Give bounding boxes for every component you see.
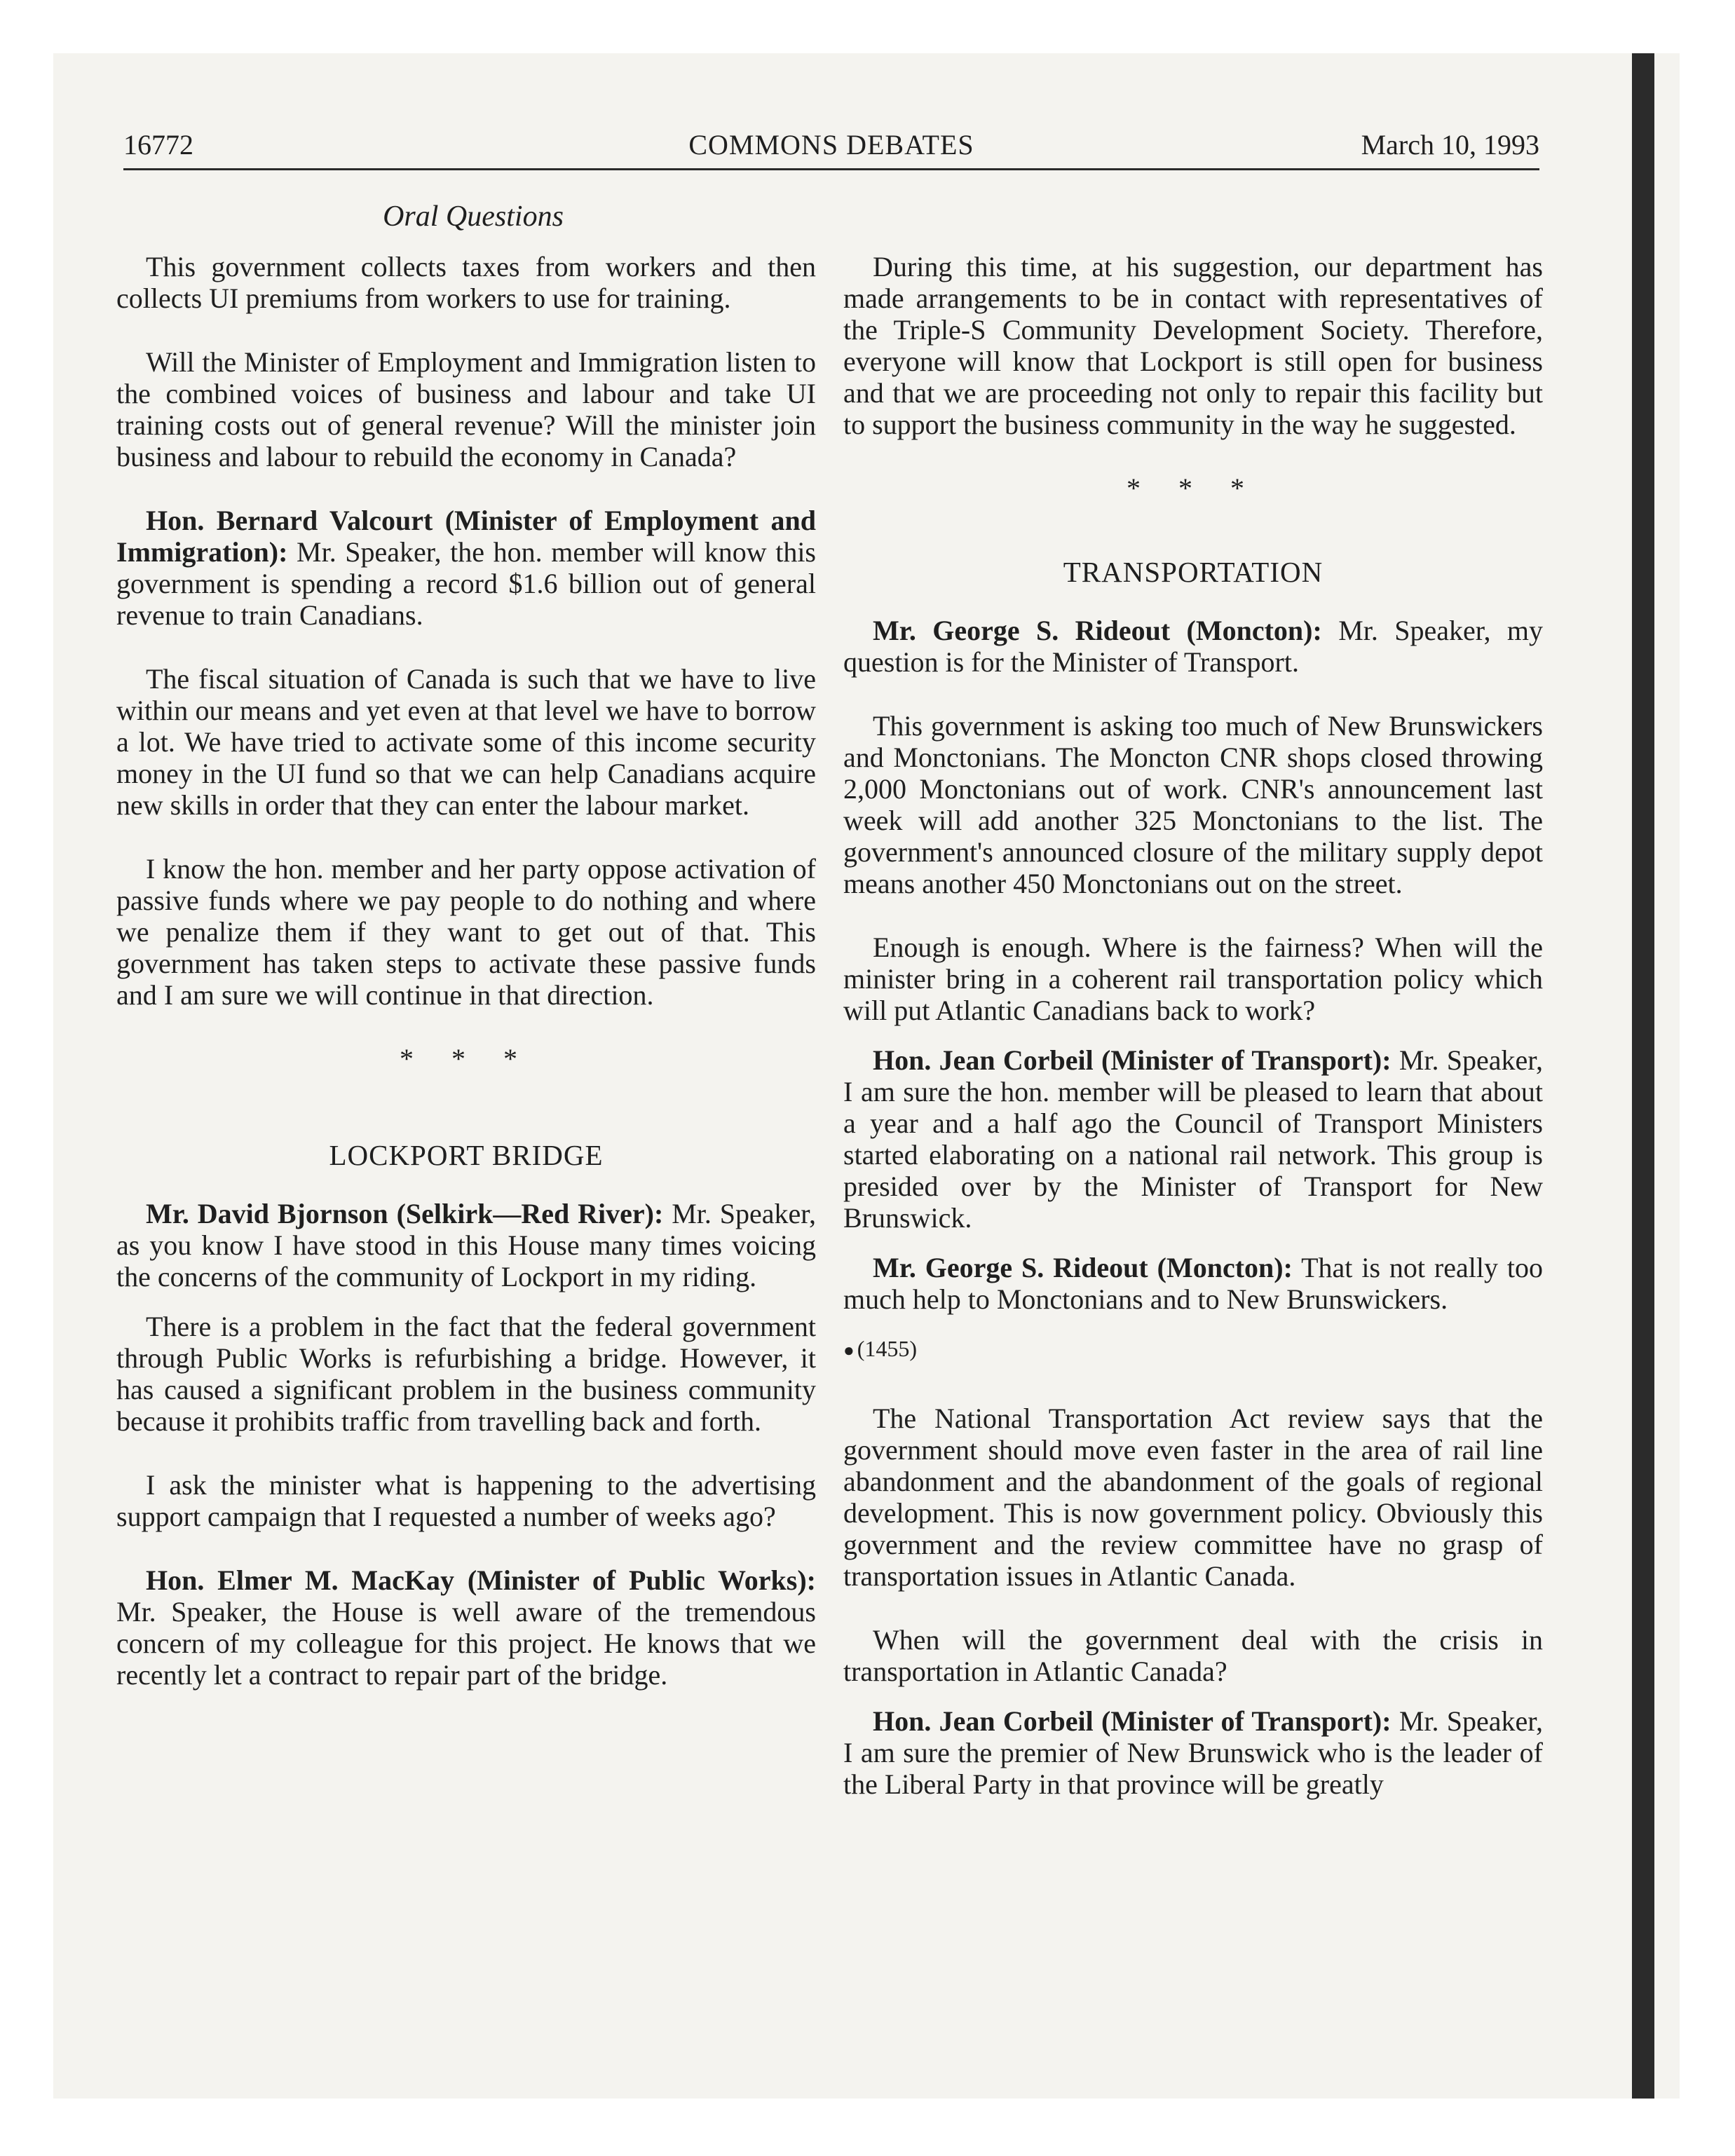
- right-column: [843, 251, 1543, 1832]
- page-header: [123, 126, 1539, 170]
- time-marker-text: (1455): [857, 1336, 918, 1361]
- page-number: 16772: [123, 129, 193, 161]
- section-label: Oral Questions: [383, 200, 564, 233]
- speech-text: Mr. Speaker, as you know I have stood in this House many times voicing the concerns of the community of Lockport in my riding.: [116, 1198, 816, 1292]
- section-separator: * * *: [1127, 472, 1260, 504]
- speaker-name: Mr. George S. Rideout (Moncton):: [873, 615, 1322, 646]
- paragraph: I ask the minister what is happening to the advertising support campaign that I requested a number of weeks ago?: [116, 1469, 816, 1532]
- speaker-name: Hon. Jean Corbeil (Minister of Transport):: [873, 1705, 1392, 1737]
- scan-edge-shadow: [1632, 53, 1654, 2099]
- section-heading: LOCKPORT BRIDGE: [329, 1139, 604, 1171]
- time-marker: [843, 1333, 1543, 1366]
- paragraph: Will the Minister of Employment and Immigration listen to the combined voices of business and labour and take UI training costs out of general revenue? Will the minister join business and labour to rebuild the economy in Canada?: [116, 346, 816, 472]
- bullet-icon: ●: [843, 1340, 855, 1360]
- publication-title: COMMONS DEBATES: [688, 129, 974, 161]
- speech-paragraph: [843, 1252, 1543, 1315]
- publication-date: March 10, 1993: [1361, 129, 1539, 161]
- paragraph: The fiscal situation of Canada is such that we have to live within our means and yet even at that level we have to borrow a lot. We have tried to activate some of this income security money in the UI fund so that we can help Canadians acquire new skills in order that they can enter the labour market.: [116, 663, 816, 821]
- speech-text: Mr. Speaker, I am sure the premier of New Brunswick who is the leader of the Liberal Party in that province will be greatly: [843, 1705, 1544, 1800]
- paragraph: When will the government deal with the crisis in transportation in Atlantic Canada?: [843, 1624, 1543, 1687]
- speech-paragraph: [116, 1564, 816, 1691]
- speech-text: Mr. Speaker, the House is well aware of the tremendous concern of my colleague for this project. He knows that we recently let a contract to repair part of the bridge.: [116, 1596, 816, 1691]
- paragraph: This government is asking too much of New Brunswickers and Monctonians. The Moncton CNR shops closed throwing 2,000 Monctonians out of work. CNR's announcement last week will add another 325 Monctonians to the list. The government's announced closure of the military supply depot means another 450 Monctonians out on the street.: [843, 710, 1543, 899]
- paragraph: I know the hon. member and her party oppose activation of passive funds where we pay people to do nothing and where we penalize them if they want to get out of that. This government has taken steps to activate these passive funds and I am sure we will continue in that direction.: [116, 853, 816, 1011]
- speaker-name: Hon. Jean Corbeil (Minister of Transport):: [873, 1044, 1392, 1076]
- speaker-name: Hon. Elmer M. MacKay (Minister of Public Works):: [146, 1564, 816, 1596]
- speech-paragraph: [116, 1198, 816, 1292]
- speech-paragraph: [843, 615, 1543, 678]
- speaker-name: Mr. David Bjornson (Selkirk—Red River):: [146, 1198, 664, 1229]
- speech-paragraph: [116, 505, 816, 631]
- paragraph: There is a problem in the fact that the federal government through Public Works is refurbishing a bridge. However, it has caused a significant problem in the business community because it prohibits traffic from travelling back and forth.: [116, 1311, 816, 1437]
- speaker-name: Hon. Bernard Valcourt (Minister of Employment and Immigration):: [116, 505, 816, 568]
- paragraph: Enough is enough. Where is the fairness? When will the minister bring in a coherent rail transportation policy which will put Atlantic Canadians back to work?: [843, 932, 1543, 1026]
- speech-text: That is not really too much help to Monctonians and to New Brunswickers.: [843, 1252, 1543, 1315]
- speech-paragraph: [843, 1705, 1543, 1800]
- speech-paragraph: [843, 1044, 1543, 1234]
- speech-text: Mr. Speaker, I am sure the hon. member will be pleased to learn that about a year and a half ago the Council of Transport Ministers started elaborating on a national rail network. This group is presided over by the Minister of Transport for New Brunswick.: [843, 1044, 1544, 1234]
- paragraph: During this time, at his suggestion, our department has made arrangements to be in contact with representatives of the Triple-S Community Development Society. Therefore, everyone will know that Lockport is still open for business and that we are proceeding not only to repair this facility but to support the business community in the way he suggested.: [843, 251, 1543, 440]
- speech-text: Mr. Speaker, my question is for the Minister of Transport.: [843, 615, 1543, 678]
- speaker-name: Mr. George S. Rideout (Moncton):: [873, 1252, 1293, 1283]
- section-separator: * * *: [400, 1043, 533, 1074]
- section-heading: TRANSPORTATION: [1063, 556, 1324, 588]
- left-column: [116, 251, 816, 1723]
- paragraph: This government collects taxes from workers and then collects UI premiums from workers to use for training.: [116, 251, 816, 314]
- speech-text: Mr. Speaker, the hon. member will know this government is spending a record $1.6 billion out of general revenue to train Canadians.: [116, 536, 816, 631]
- paragraph: The National Transportation Act review says that the government should move even faster in the area of rail line abandonment and the abandonment of the goals of regional development. This is now government policy. Obviously this government and the review committee have no grasp of transportation issues in Atlantic Canada.: [843, 1403, 1543, 1592]
